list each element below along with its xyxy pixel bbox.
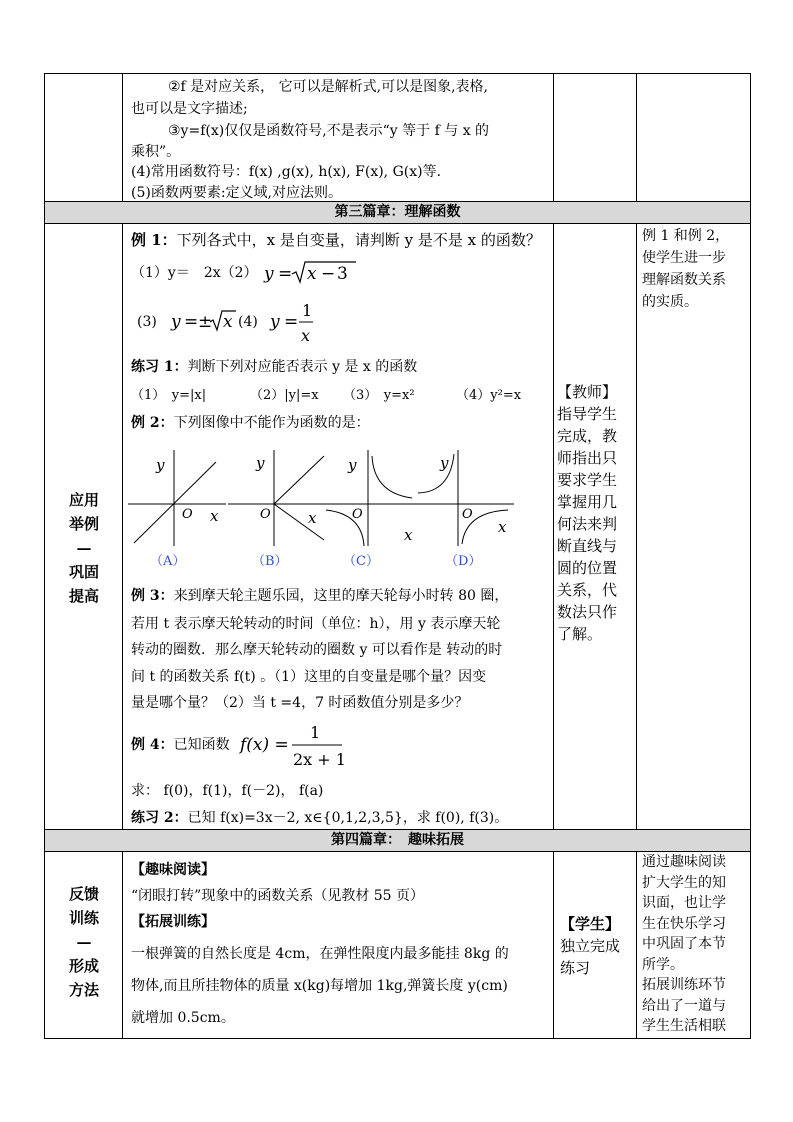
graph-d-y-label: y [440, 454, 449, 472]
practice-1-item: （2）|y|=x [250, 388, 319, 403]
practice-2-text: 已知 f(x)=3x－2, x∈{0,1,2,3,5}，求 f(0), f(3)。 [187, 810, 509, 826]
side-label-line: 反馈 [68, 885, 99, 903]
graph-c [322, 448, 422, 548]
teacher-line: 何法来判 [557, 515, 618, 533]
side-label-line: 形成 [68, 957, 99, 975]
chapter4-title: 第四篇章： 趣味拓展 [331, 832, 464, 848]
example-4-ask: 求： f(0)，f(1)，f(－2)， f(a) [131, 783, 324, 799]
graph-c-y-label: y [348, 456, 357, 474]
example-1-title: 例 1： [131, 231, 177, 249]
intent-line: 理解函数关系 [642, 272, 726, 288]
intent-line: 拓展训练环节 [642, 977, 726, 993]
svg-text:−: − [321, 264, 336, 284]
example-4-formula [238, 718, 348, 772]
example-1-item-4: (4) [238, 314, 258, 330]
teacher-line: 完成，教 [557, 427, 618, 445]
side-label-line: 举例 [68, 515, 99, 533]
top-line: ③y=f(x)仅仅是函数符号,不是表示“y 等于 f 与 x 的 [168, 123, 490, 139]
svg-text:=: = [184, 312, 199, 332]
teacher-line: 掌握用几 [557, 493, 618, 511]
top-line: 也可以是文字描述; [131, 101, 248, 117]
student-line: 独立完成 [560, 937, 621, 955]
example-3-line: 转动的圈数．那么摩天轮转动的圈数 y 可以看作是 转动的时 [131, 642, 503, 658]
graph-a-origin-label: O [182, 507, 193, 522]
svg-text:1: 1 [302, 301, 313, 320]
intent-line: 识面，也让学 [642, 895, 726, 911]
svg-text:y: y [270, 312, 280, 332]
practice-1-item: （4）y²=x [456, 388, 522, 403]
extension-line: 物体,而且所挂物体的质量 x(kg)每增加 1kg,弹簧长度 y(cm) [131, 978, 508, 994]
graph-c-x-label: x [404, 526, 413, 544]
top-line: 乘积”。 [131, 144, 181, 160]
side-label-line: — [76, 933, 92, 951]
svg-text:±: ± [198, 312, 213, 332]
teacher-line: 师指出只 [557, 449, 618, 467]
intent-line: 通过趣味阅读 [642, 854, 726, 870]
intent-line: 例 1 和例 2， [642, 228, 730, 244]
student-notes [560, 913, 636, 979]
teacher-notes [557, 381, 633, 645]
extension-line: 一根弹簧的自然长度是 4cm，在弹性限度内最多能挂 8kg 的 [131, 946, 509, 962]
reading-text: “闭眼打转”现象中的函数关系（见教材 55 页） [131, 888, 425, 904]
extension-line: 就增加 0.5cm。 [131, 1010, 235, 1026]
svg-text:x: x [223, 312, 233, 332]
example-3-title: 例 3： [131, 588, 174, 604]
side-label-line: 巩固 [68, 563, 99, 581]
practice-1-item: （1） y=|x| [131, 388, 207, 403]
example-3-line: 间 t 的函数关系 f(t) 。（1）这里的自变量是哪个量？因变 [131, 669, 487, 685]
extension-title: 【拓展训练】 [131, 914, 215, 930]
side-label-line: — [76, 539, 92, 557]
graph-a-x-label: x [210, 507, 219, 525]
example-2-question [131, 413, 370, 434]
practice-1-question [131, 357, 417, 378]
practice-1-item: （3） y=x² [343, 388, 415, 403]
svg-text:x: x [307, 264, 317, 284]
side-label-line: 训练 [68, 909, 99, 927]
graph-b-x-label: x [308, 509, 317, 527]
intent-line: 学生生活相联 [642, 1018, 726, 1034]
student-line: 【学生】 [560, 915, 621, 933]
reciprocal-formula [268, 296, 318, 348]
plus-minus-sqrt-x-formula [168, 306, 238, 336]
top-line: ②f 是对应关系， 它可以是解析式,可以是图象,表格, [168, 79, 488, 95]
graph-a-label: （A） [150, 554, 186, 569]
teacher-line: 要求学生 [557, 471, 618, 489]
example-3-line: 若用 t 表示摩天轮转动的时间（单位：h），用 y 表示摩天轮 [131, 616, 501, 632]
svg-text:3: 3 [337, 264, 348, 284]
practice-2-question [131, 808, 508, 829]
graph-b [228, 448, 328, 548]
graph-b-y-label: y [256, 454, 265, 472]
practice-1-text: 判断下列对应能否表示 y 是 x 的函数 [187, 359, 418, 375]
top-line: (5)函数两要素:定义域,对应法则。 [131, 185, 342, 201]
graph-d [414, 448, 519, 548]
practice-2-title: 练习 2： [131, 810, 188, 826]
graph-c-origin-label: O [352, 507, 363, 522]
intent-line: 给出了一道与 [642, 997, 726, 1014]
graph-d-label: （D） [445, 554, 482, 569]
svg-text:=: = [284, 312, 299, 332]
graph-c-label: （C） [343, 554, 379, 569]
teacher-line: 【教师】 [557, 383, 618, 401]
example-4-numerator: 1 [310, 723, 321, 742]
svg-text:y: y [171, 312, 181, 332]
teacher-line: 圆的位置 [557, 559, 618, 577]
side-label-line: 应用 [68, 491, 99, 509]
graph-b-origin-label: O [260, 507, 271, 522]
side-label-line: 提高 [68, 587, 99, 605]
svg-text:=: = [278, 264, 293, 284]
intent-line: 中巩固了本节 [642, 936, 726, 952]
example-4-title: 例 4： [131, 737, 174, 753]
top-line: (4)常用函数符号：f(x) ,g(x), h(x), F(x), G(x)等. [131, 164, 442, 180]
example-4-text: 已知函数 [173, 737, 230, 753]
example-4-denominator: 2x + 1 [293, 750, 346, 769]
svg-text:y: y [264, 264, 274, 284]
side-label-line: 方法 [68, 981, 99, 999]
graph-d-origin-label: O [462, 507, 473, 522]
teacher-line: 数法只作 [557, 603, 618, 621]
reading-title: 【趣味阅读】 [131, 862, 215, 878]
practice-1-title: 练习 1： [131, 359, 188, 375]
example-4-question [131, 735, 230, 756]
example-3-line: 量是哪个量？（2）当 t =4，7 时函数值分别是多少？ [131, 695, 469, 711]
teacher-line: 了解。 [557, 625, 603, 643]
svg-text:x: x [301, 326, 311, 345]
teacher-line: 指导学生 [557, 405, 618, 423]
sqrt-x-minus-3-formula [260, 258, 360, 288]
teacher-line: 关系，代 [557, 581, 618, 599]
student-line: 练习 [560, 959, 591, 977]
example-3-text: 来到摩天轮主题乐园，这里的摩天轮每小时转 80 圈， [173, 588, 509, 604]
apply-intent [642, 225, 748, 313]
example-2-title: 例 2： [131, 415, 174, 431]
example-4-lhs: f(x) = [240, 735, 289, 755]
graph-d-x-label: x [498, 518, 507, 536]
graph-a-y-label: y [156, 456, 165, 474]
chapter3-title: 第三篇章：理解函数 [334, 204, 461, 220]
intent-line: 生在快乐学习 [642, 915, 726, 932]
intent-line: 的实质。 [642, 294, 698, 310]
feedback-intent [642, 852, 748, 1037]
example-1-question [131, 230, 541, 251]
intent-line: 使学生进一步 [642, 250, 726, 266]
example-3-line-0 [131, 586, 508, 607]
teacher-line: 断直线与 [557, 537, 618, 555]
feedback-side-label [50, 882, 118, 1002]
graph-a [128, 448, 228, 548]
intent-line: 所学。 [642, 956, 684, 973]
example-1-item-3: (3) [137, 314, 157, 330]
intent-line: 扩大学生的知 [642, 874, 726, 891]
graph-b-label: （B） [252, 554, 288, 569]
example-1-items-a: （1）y＝ 2x（2） [131, 265, 258, 281]
example-2-text: 下列图像中不能作为函数的是： [173, 415, 370, 431]
apply-side-label [50, 488, 118, 608]
example-1-text: 下列各式中，x 是自变量，请判断 y 是不是 x 的函数？ [176, 231, 541, 249]
